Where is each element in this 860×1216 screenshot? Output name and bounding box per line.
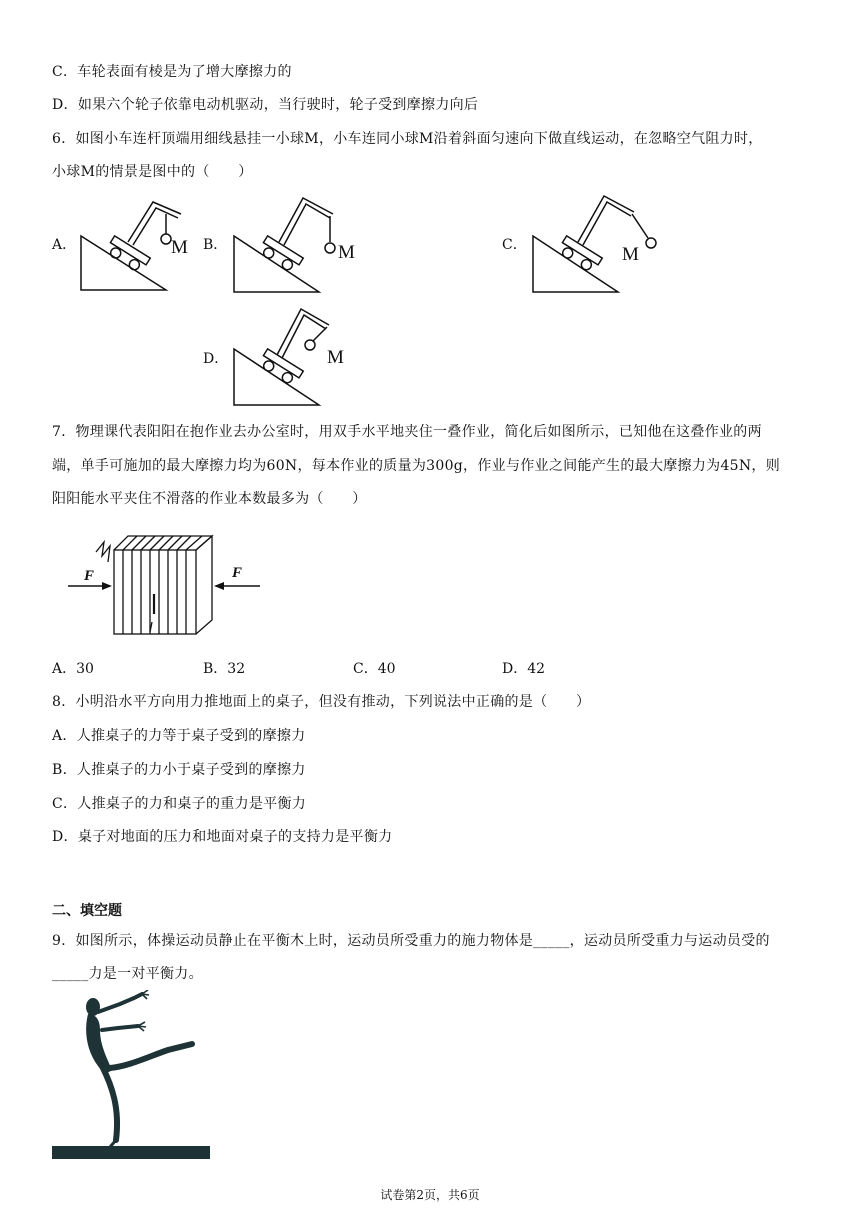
q7-option-c: C．40 <box>353 661 396 677</box>
incline <box>234 349 319 405</box>
q7-option-a: A．30 <box>52 661 94 677</box>
page-footer: 试卷第2页，共6页 <box>380 1188 480 1202</box>
q7-stem-line3: 阳阳能水平夹住不滑落的作业本数最多为（ ） <box>52 491 367 507</box>
q8-option-b: B．人推桌子的力小于桌子受到的摩擦力 <box>52 762 306 778</box>
q5-option-d: D．如果六个轮子依靠电动机驱动，当行驶时，轮子受到摩擦力向后 <box>52 97 479 113</box>
mast <box>128 202 181 242</box>
q8-option-d: D．桌子对地面的压力和地面对桌子的支持力是平衡力 <box>52 829 393 845</box>
book-stack-side <box>196 536 212 634</box>
q6-option-b-label: B． <box>203 237 228 253</box>
book-stack-front <box>114 550 196 634</box>
q6-figure-c <box>530 192 665 294</box>
q7-option-b: B．32 <box>203 661 246 677</box>
q6-option-a-label: A． <box>52 237 77 253</box>
q6-stem-line2: 小球M的情景是图中的（ ） <box>52 164 253 180</box>
q8-option-c: C．人推桌子的力和桌子的重力是平衡力 <box>52 796 307 812</box>
ball-label: M <box>171 237 188 258</box>
cart-body <box>263 236 303 265</box>
q9-stem-line2: _____力是一对平衡力。 <box>52 966 203 982</box>
section-heading-fill-in: 二、填空题 <box>52 903 122 919</box>
q7-option-d: D．42 <box>502 661 546 677</box>
ball <box>161 234 171 244</box>
string <box>632 214 648 238</box>
q8-stem: 8．小明沿水平方向用力推地面上的桌子，但没有推动，下列说法中正确的是（ ） <box>52 694 591 710</box>
q6-stem-line1: 6．如图小车连杆顶端用细线悬挂一小球M，小车连同小球M沿着斜面匀速向下做直线运动，在忽略空气阻力时， <box>52 131 763 147</box>
balance-beam <box>52 1146 210 1159</box>
mast <box>284 204 330 245</box>
q6-option-d-label: D． <box>203 351 229 367</box>
book-stack-top <box>114 536 212 550</box>
mast <box>583 202 631 245</box>
q7-stem-line1: 7．物理课代表阳阳在抱作业去办公室时，用双手水平地夹住一叠作业，简化后如图所示，已知他在这叠作业的两 <box>52 424 762 440</box>
gymnast-on-beam-figure <box>50 990 212 1162</box>
ball <box>646 238 656 248</box>
ball-label: M <box>338 242 355 263</box>
q6-option-c-label: C． <box>502 237 527 253</box>
ball <box>305 340 315 350</box>
q7-book-stack-figure <box>66 522 266 642</box>
q7-stem-line2: 端，单手可施加的最大摩擦力均为60N，每本作业的质量为300g，作业与作业之间能产生的最大摩擦力为45N，则 <box>52 458 781 474</box>
ball-label: M <box>327 347 344 368</box>
cart-body <box>263 349 303 378</box>
q9-stem-line1: 9．如图所示，体操运动员静止在平衡木上时，运动员所受重力的施力物体是_____，运动员所受重力与运动员受的 <box>52 933 770 949</box>
q6-figure-d <box>231 303 366 408</box>
cart-body <box>562 236 602 265</box>
q6-figure-a <box>78 198 203 293</box>
string <box>313 327 327 341</box>
incline <box>533 236 618 292</box>
force-label-left: F <box>84 568 95 584</box>
cart-body <box>110 236 150 265</box>
incline <box>81 236 166 290</box>
gymnast-torso <box>86 1014 112 1072</box>
ball <box>325 243 335 253</box>
q5-option-c: C．车轮表面有棱是为了增大摩擦力的 <box>52 64 292 80</box>
force-label-right: F <box>232 565 243 581</box>
ball-label: M <box>622 244 639 265</box>
mast <box>282 315 326 358</box>
q8-option-a: A．人推桌子的力等于桌子受到的摩擦力 <box>52 728 306 744</box>
q6-figure-b <box>231 192 366 294</box>
incline <box>234 236 319 292</box>
